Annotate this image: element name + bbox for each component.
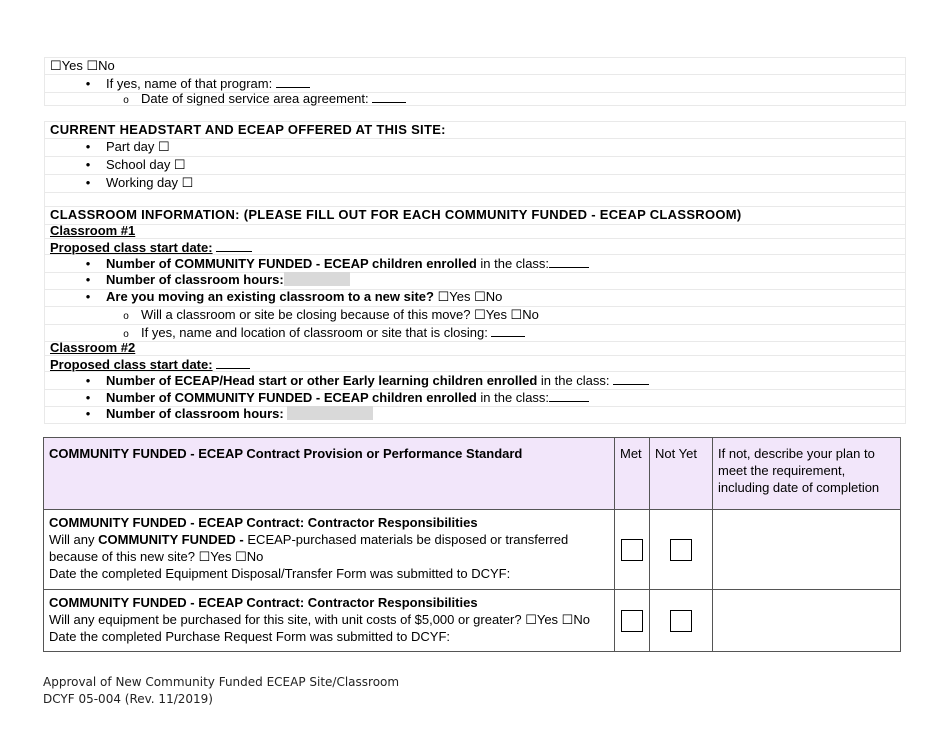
c1-start-date-row [44,239,906,255]
row1-met-cell [615,510,650,590]
row2-met-checkbox[interactable] [621,610,643,632]
c1-start-date-blank[interactable] [216,239,252,252]
c1-hours-label: Number of classroom hours: [106,272,284,287]
agreement-label: Date of signed service area agreement: [141,91,369,106]
c1-enrolled-row: • Number of COMMUNITY FUNDED - ECEAP children enrolled in the class: [44,255,906,273]
row2-notyet-checkbox[interactable] [670,610,692,632]
option-school-day: • School day ☐ [44,157,906,175]
purchase-cell [44,590,615,652]
standards-row [44,590,901,652]
closing-name-row: o If yes, name and location of classroom or site that is closing: [44,324,906,342]
closing-name-label: If yes, name and location of classroom or site that is closing: [141,325,488,340]
part-day-checkbox[interactable]: Part day ☐ [106,139,170,154]
row1-date-label: Date the completed Equipment Disposal/Transfer Form was submitted to DCYF: [49,566,511,581]
not-yet-header: Not Yet [650,438,713,510]
standards-header-row [44,438,901,510]
c2-enrolled-label: Number of COMMUNITY FUNDED - ECEAP children enrolled [106,390,477,405]
met-header: Met [615,438,650,510]
plan-header: If not, describe your plan to meet the requirement, including date of completion [713,438,901,510]
yes-no-checkboxes[interactable]: ☐Yes ☐No [50,58,115,73]
c2-headstart-blank[interactable] [613,372,649,385]
standards-table [43,437,901,652]
row1-met-checkbox[interactable] [621,539,643,561]
c1-start-date-label: Proposed class start date: [50,240,213,255]
agreement-row: o Date of signed service area agreement: [44,90,906,106]
c2-hours-label: Number of classroom hours: [106,406,284,421]
row1-plan-field[interactable] [713,510,901,590]
moving-label: Are you moving an existing classroom to a new site? [106,289,434,304]
footer-form-number: DCYF 05-004 (Rev. 11/2019) [43,692,213,706]
program-name-row: • If yes, name of that program: [44,75,906,93]
c2-start-date-blank[interactable] [216,356,250,369]
classroom-info-heading: CLASSROOM INFORMATION: (PLEASE FILL OUT FOR EACH COMMUNITY FUNDED - ECEAP CLASSROOM) [50,207,742,222]
spacer-row [44,193,906,207]
footer-form-title: Approval of New Community Funded ECEAP Site/Classroom [43,675,400,689]
c2-headstart-label: Number of ECEAP/Head start or other Early learning children enrolled [106,373,538,388]
provision-header: COMMUNITY FUNDED - ECEAP Contract Provision or Performance Standard [44,438,615,510]
working-day-checkbox[interactable]: Working day ☐ [106,175,194,190]
closing-row: o Will a classroom or site be closing because of this move? ☐Yes ☐No [44,307,906,325]
row1-notyet-checkbox[interactable] [670,539,692,561]
option-part-day: • Part day ☐ [44,139,906,157]
c2-enrolled-blank[interactable] [549,389,589,402]
school-day-checkbox[interactable]: School day ☐ [106,157,186,172]
row2-date-label: Date the completed Purchase Request Form was submitted to DCYF: [49,629,451,644]
program-name-blank[interactable] [276,75,310,88]
c2-headstart-rest: in the class: [537,373,610,388]
row2-question: Will any equipment be purchased for this site, with unit costs of $5,000 or greater? ☐Yes ☐No [49,612,590,627]
row2-notyet-cell [650,590,713,652]
c2-enrolled-row: • Number of COMMUNITY FUNDED - ECEAP children enrolled in the class: [44,389,906,407]
closing-question[interactable]: Will a classroom or site be closing because of this move? ☐Yes ☐No [141,307,539,322]
classroom2-title-row [44,340,906,356]
row2-title: COMMUNITY FUNDED - ECEAP Contract: Contractor Responsibilities [49,595,478,610]
moving-row: • Are you moving an existing classroom to a new site? ☐Yes ☐No [44,289,906,307]
classroom1-title-row [44,223,906,239]
program-name-label: If yes, name of that program: [106,76,273,91]
agreement-blank[interactable] [372,90,406,103]
disposal-cell [44,510,615,590]
standards-row [44,510,901,590]
classroom1-title: Classroom #1 [50,223,136,238]
c2-hours-field[interactable] [287,406,373,420]
c1-enrolled-rest: in the class: [476,256,550,271]
c1-hours-field[interactable] [284,272,350,286]
c2-start-date-label: Proposed class start date: [50,357,213,372]
offered-heading-row [44,121,906,139]
c2-start-date-row [44,356,906,372]
c2-headstart-row: • Number of ECEAP/Head start or other Early learning children enrolled in the class: [44,372,906,390]
c1-hours-row: • Number of classroom hours: [44,272,906,290]
row1-title: COMMUNITY FUNDED - ECEAP Contract: Contractor Responsibilities [49,515,478,530]
closing-name-blank[interactable] [491,324,525,337]
yes-no-row [44,57,906,75]
row1-notyet-cell [650,510,713,590]
option-working-day: • Working day ☐ [44,175,906,193]
c2-enrolled-rest: in the class: [476,390,550,405]
classroom2-title: Classroom #2 [50,340,136,355]
row1-question: Will any COMMUNITY FUNDED - ECEAP-purchased materials be disposed or transferred because of this new site? ☐Yes ☐No [49,532,569,564]
offered-heading: CURRENT HEADSTART AND ECEAP OFFERED AT THIS SITE: [50,122,446,137]
moving-checkboxes[interactable]: ☐Yes ☐No [433,289,503,304]
c1-enrolled-label: Number of COMMUNITY FUNDED - ECEAP children enrolled [106,256,477,271]
row2-plan-field[interactable] [713,590,901,652]
row2-met-cell [615,590,650,652]
c2-hours-row: • Number of classroom hours: [44,406,906,424]
c1-enrolled-blank[interactable] [549,255,589,268]
